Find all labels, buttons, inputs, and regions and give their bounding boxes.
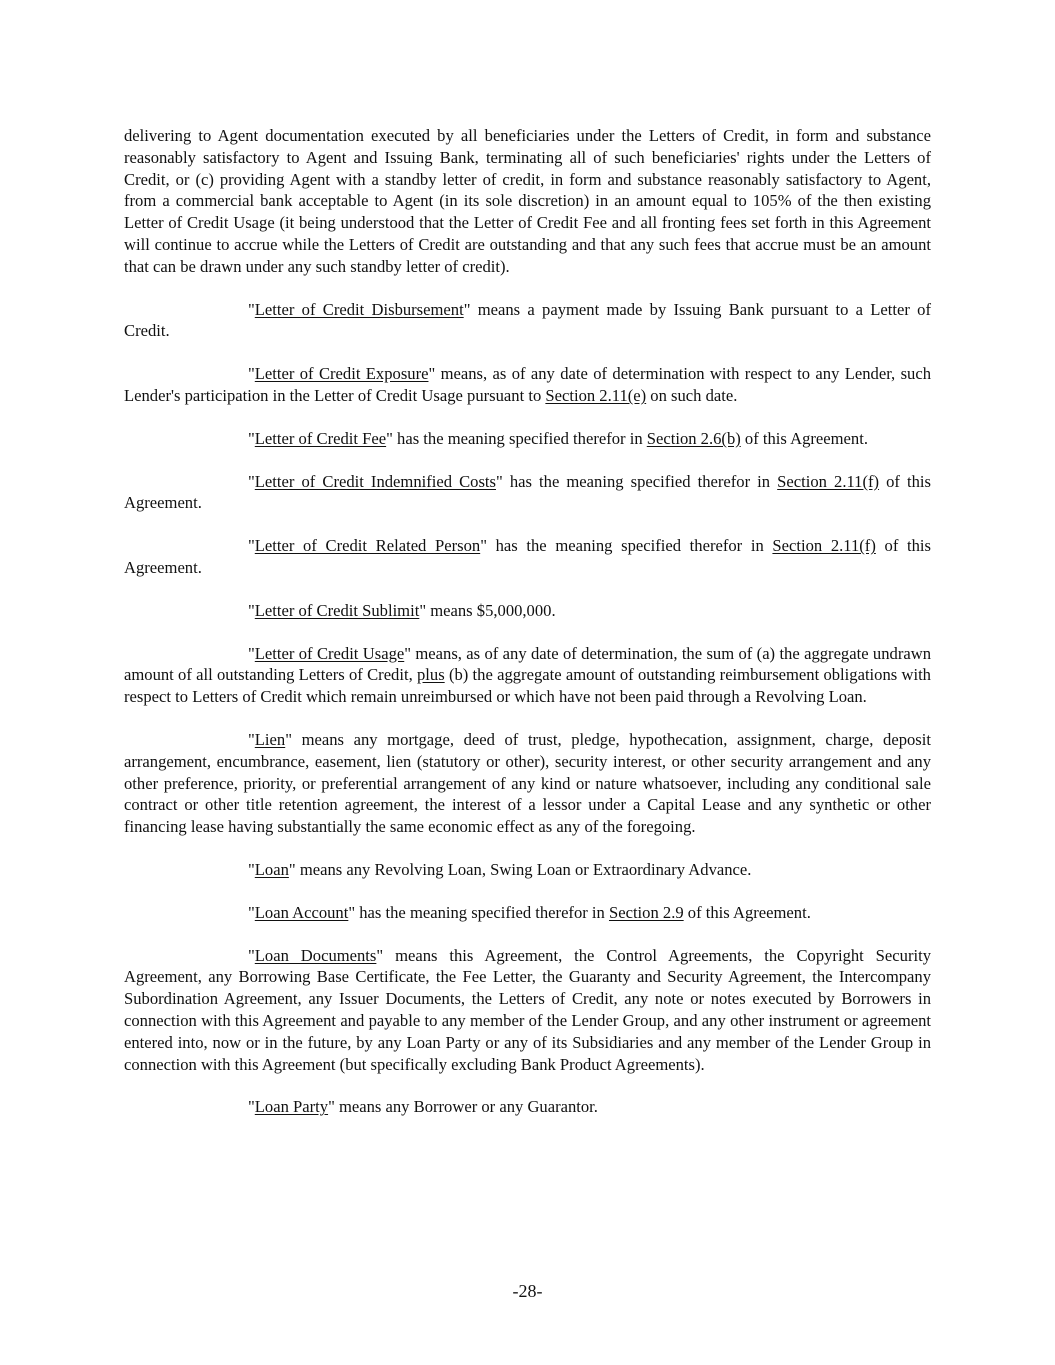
definition-lien: "Lien" means any mortgage, deed of trust, pledge, hypothecation, assignment, charge, deposit arrangement, encumbrance, easement, lien (statutory or other), security interest, or other security arrangement and any other preference, priority, or preferential arrangement of any kind or nature whatsoever, including any conditional sale contract or other title retention agreement, the interest of a lessor under a Capital Lease and any synthetic or other financing lease having substantially the same economic effect as any of the foregoing. <box>124 729 931 837</box>
definition-loan-party: "Loan Party" means any Borrower or any Guarantor. <box>248 1097 598 1117</box>
definition-letter-of-credit-disbursement: "Letter of Credit Disbursement" means a payment made by Issuing Bank pursuant to a Letter of Credit. <box>124 299 931 341</box>
defined-term: Letter of Credit Usage <box>254 643 405 663</box>
section-reference: Section 2.11(e) <box>545 385 647 405</box>
emphasis-plus: plus <box>417 665 445 685</box>
defined-term: Letter of Credit Sublimit <box>254 600 420 620</box>
defined-term: Letter of Credit Fee <box>254 428 387 448</box>
definition-letter-of-credit-indemnified-costs: "Letter of Credit Indemnified Costs" has the meaning specified therefor in Section 2.11(f) of this Agreement. <box>124 471 931 513</box>
definition-letter-of-credit-usage: "Letter of Credit Usage" means, as of any date of determination, the sum of (a) the aggregate undrawn amount of all outstanding Letters of Credit, plus (b) the aggregate amount of outstanding reimbursement obligations with respect to Letters of Credit which remain unreimbursed or which have not been paid through a Revolving Loan. <box>124 643 931 707</box>
defined-term: Loan Party <box>254 1097 329 1117</box>
section-reference: Section 2.11(f) <box>772 536 876 556</box>
defined-term: Loan Account <box>254 902 349 922</box>
page-number: -28- <box>512 1281 543 1301</box>
defined-term: Loan Documents <box>254 945 377 965</box>
defined-term: Loan <box>254 859 289 879</box>
definition-letter-of-credit-related-person: "Letter of Credit Related Person" has the meaning specified therefor in Section 2.11(f) of this Agreement. <box>124 536 931 577</box>
definition-letter-of-credit-sublimit: "Letter of Credit Sublimit" means $5,000,000. <box>248 600 556 620</box>
defined-term: Letter of Credit Exposure <box>254 364 429 384</box>
definition-loan-account: "Loan Account" has the meaning specified therefor in Section 2.9 of this Agreement. <box>248 902 811 922</box>
defined-term: Letter of Credit Indemnified Costs <box>254 471 496 491</box>
defined-term: Letter of Credit Disbursement <box>254 299 464 319</box>
definition-letter-of-credit-exposure: "Letter of Credit Exposure" means, as of any date of determination with respect to any Lender, such Lender's participation in the Letter of Credit Usage pursuant to Section 2.11(e) on such date. <box>124 364 931 405</box>
defined-term: Letter of Credit Related Person <box>254 536 481 556</box>
definition-loan-documents: "Loan Documents" means this Agreement, the Control Agreements, the Copyright Security Agreement, any Borrowing Base Certificate, the Fee Letter, the Guaranty and Security Agreement, the Intercompany Subordination Agreement, any Issuer Documents, the Letters of Credit, any note or notes executed by Borrowers in connection with this Agreement and payable to any member of the Lender Group, and any other instrument or agreement entered into, now or in the future, by any Loan Party or any of its Subsidiaries and any member of the Lender Group in connection with this Agreement (but specifically excluding Bank Product Agreements). <box>124 945 931 1074</box>
section-reference: Section 2.9 <box>608 902 684 922</box>
document-body <box>124 125 931 1139</box>
definition-letter-of-credit-fee: "Letter of Credit Fee" has the meaning specified therefor in Section 2.6(b) of this Agreement. <box>248 428 868 448</box>
defined-term: Lien <box>254 729 286 749</box>
continuation-paragraph: delivering to Agent documentation executed by all beneficiaries under the Letters of Credit, in form and substance reasonably satisfactory to Agent and Issuing Bank, terminating all of such beneficiaries' rights under the Letters of Credit, or (c) providing Agent with a standby letter of credit, in form and substance reasonably satisfactory to Agent, from a commercial bank acceptable to Agent (in its sole discretion) in an amount equal to 105% of the then existing Letter of Credit Usage (it being understood that the Letter of Credit Fee and all fronting fees set forth in this Agreement will continue to accrue while the Letters of Credit are outstanding and that any such fees that accrue must be an amount that can be drawn under any such standby letter of credit). <box>124 126 931 276</box>
definition-loan: "Loan" means any Revolving Loan, Swing Loan or Extraordinary Advance. <box>248 859 752 879</box>
section-reference: Section 2.11(f) <box>777 471 880 491</box>
section-reference: Section 2.6(b) <box>646 428 741 448</box>
